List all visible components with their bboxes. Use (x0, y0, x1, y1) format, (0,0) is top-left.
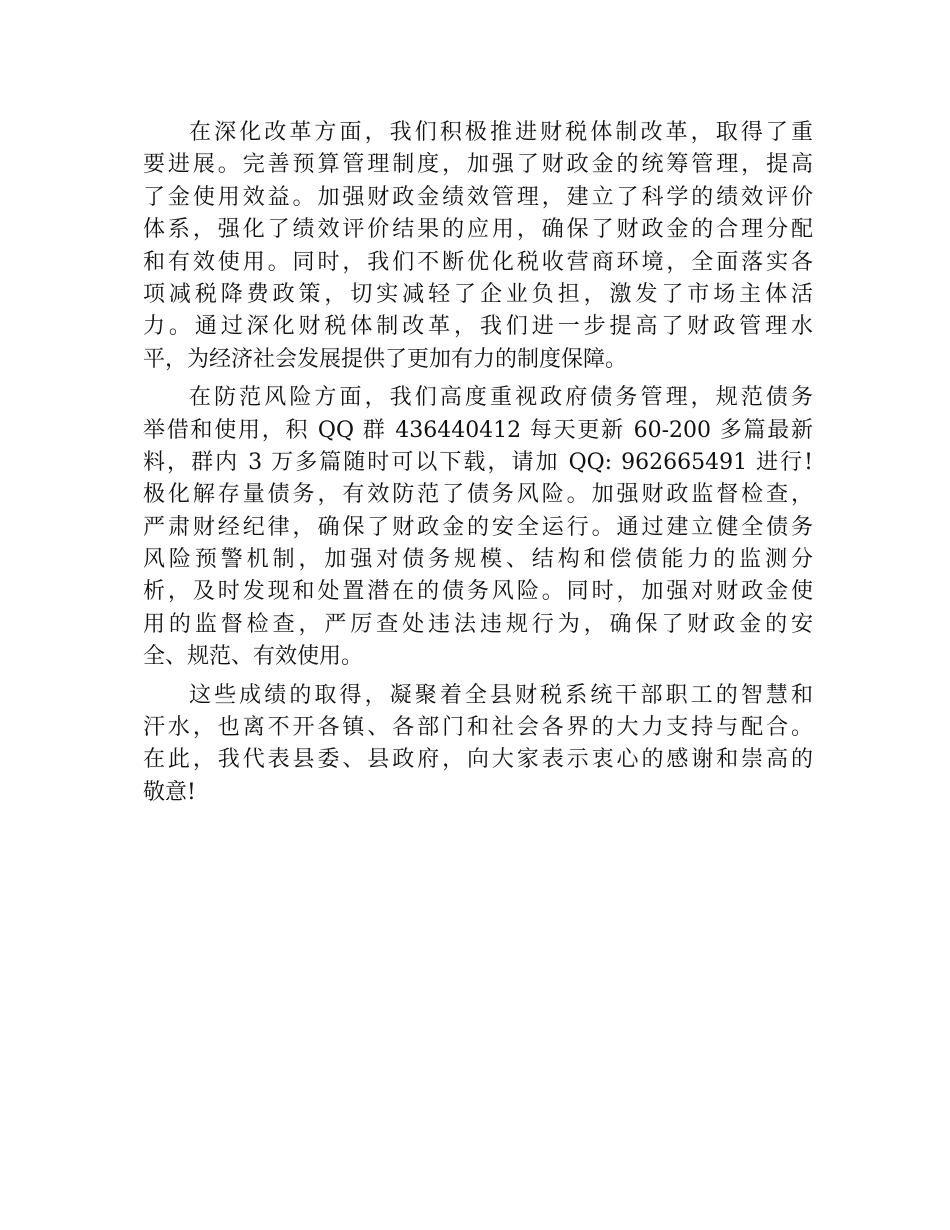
text-line: 极化解存量债务，有效防范了债务风险。加强财政监督检查， (143, 482, 813, 508)
text-line: 了金使用效益。加强财政金绩效管理，建立了科学的绩效评价 (143, 184, 813, 210)
text-line: 力。通过深化财税体制改革，我们进一步提高了财政管理水 (143, 314, 813, 340)
paragraph-risk (143, 382, 813, 674)
paragraph-thanks (143, 680, 813, 810)
text-line: 严肃财经纪律，确保了财政金的安全运行。通过建立健全债务 (143, 514, 813, 540)
text-line: 全、规范、有效使用。 (143, 644, 364, 670)
document-body (143, 117, 813, 809)
text-line: 项减税降费政策，切实减轻了企业负担，激发了市场主体活 (143, 281, 813, 307)
text-line: 在防范风险方面，我们高度重视政府债务管理，规范债务 (189, 385, 813, 411)
text-line: 要进展。完善预算管理制度，加强了财政金的统筹管理，提高 (143, 152, 813, 178)
text-line: 敬意! (143, 779, 196, 805)
text-line: 在深化改革方面，我们积极推进财税体制改革，取得了重 (189, 120, 813, 145)
text-line: 体系，强化了绩效评价结果的应用，确保了财政金的合理分配 (143, 217, 813, 243)
text-line: 用的监督检查，严厉查处违法违规行为，确保了财政金的安 (143, 611, 813, 637)
text-line: 料，群内 3 万多篇随时可以下载，请加 QQ: 962665491 进行! (143, 449, 813, 475)
text-line: 平，为经济社会发展提供了更加有力的制度保障。 (143, 346, 628, 372)
text-line: 这些成绩的取得，凝聚着全县财税系统干部职工的智慧和 (189, 682, 813, 708)
text-line: 汗水，也离不开各镇、各部门和社会各界的大力支持与配合。 (143, 715, 813, 741)
text-line: 风险预警机制，加强对债务规模、结构和偿债能力的监测分 (143, 547, 813, 573)
text-line: 析，及时发现和处置潜在的债务风险。同时，加强对财政金使 (143, 579, 813, 605)
paragraph-reform (143, 117, 813, 376)
text-line: 举借和使用，积 QQ 群 436440412 每天更新 60-200 多篇最新 (143, 417, 813, 443)
text-line: 在此，我代表县委、县政府，向大家表示衷心的感谢和崇高的 (143, 747, 813, 773)
text-line: 和有效使用。同时，我们不断优化税收营商环境，全面落实各 (143, 249, 813, 275)
